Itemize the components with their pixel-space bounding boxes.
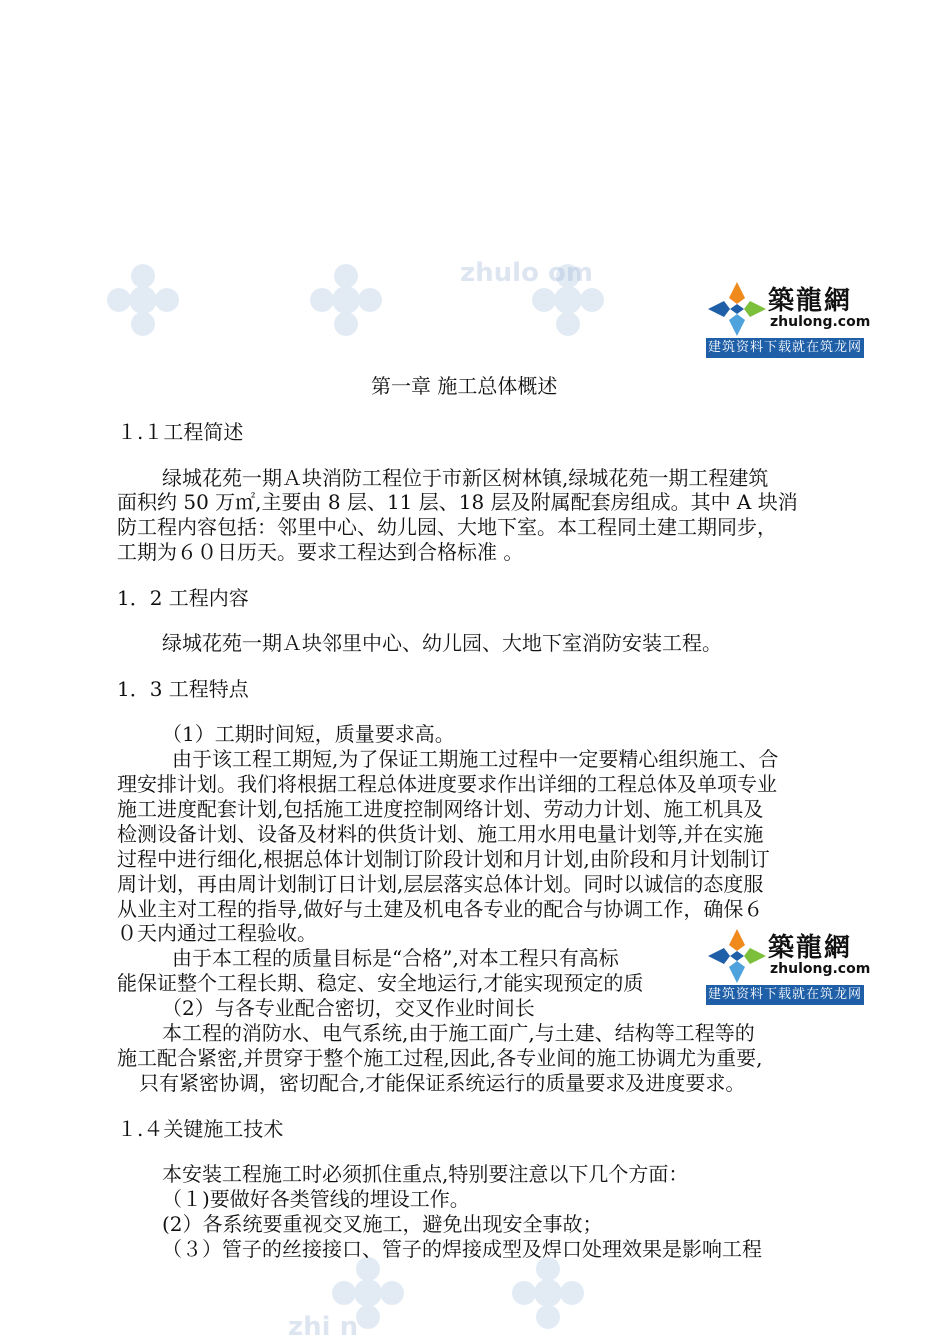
section-1-4-heading: １.４关键施工技术: [117, 1117, 284, 1141]
section-1-3-heading: 1．3 工程特点: [117, 677, 249, 701]
zhulong-logo-mark-icon: [708, 282, 766, 336]
watermark-text-top: zhulo om: [460, 258, 593, 288]
paragraph-line: 面积约 50 万㎡,主要由 8 层、11 层、18 层及附属配套房组成。其中 A 块消: [117, 490, 798, 514]
paragraph-line: 绿城花苑一期Ａ块邻里中心、幼儿园、大地下室消防安装工程。: [162, 631, 722, 655]
section-1-2-heading: 1．2 工程内容: [117, 586, 249, 610]
logo-brand-en: zhulong.com: [770, 961, 871, 977]
zhulong-logo-mark-icon: [708, 929, 766, 983]
paragraph-line: 施工配合紧密,并贯穿于整个施工过程,因此,各专业间的施工协调尤为重要,: [117, 1046, 763, 1070]
paragraph-line: （1）工期时间短，质量要求高。: [162, 722, 455, 746]
chapter-title: 第一章 施工总体概述: [371, 374, 558, 398]
paragraph-line: 能保证整个工程长期、稳定、安全地运行,才能实现预定的质: [117, 971, 644, 995]
section-1-1-heading: １.１工程简述: [117, 420, 244, 444]
paragraph-line: 绿城花苑一期Ａ块消防工程位于市新区树林镇,绿城花苑一期工程建筑: [162, 466, 769, 490]
paragraph-line: （３）管子的丝接接口、管子的焊接成型及焊口处理效果是影响工程: [162, 1237, 762, 1261]
paragraph-line: 理安排计划。我们将根据工程总体进度要求作出详细的工程总体及单项专业: [117, 772, 777, 796]
paragraph-line: 由于该工程工期短,为了保证工期施工过程中一定要精心组织施工、合: [172, 747, 779, 771]
paragraph-line: 本安装工程施工时必须抓住重点,特别要注意以下几个方面：: [162, 1162, 689, 1186]
paragraph-line: 工期为６０日历天。要求工程达到合格标准 。: [117, 540, 524, 564]
paragraph-line: 检测设备计划、设备及材料的供货计划、施工用水用电量计划等,并在实施: [117, 822, 764, 846]
logo-brand-cn: 築龍網: [768, 933, 853, 963]
watermark-flower-2: [308, 262, 384, 338]
zhulong-logo-top: [706, 280, 871, 358]
paragraph-line: 防工程内容包括：邻里中心、幼儿园、大地下室。本工程同土建工期同步，: [117, 515, 777, 539]
logo-tagline: 建筑资料下载就在筑龙网: [706, 338, 864, 358]
logo-brand-cn: 築龍網: [768, 286, 853, 316]
watermark-text-bottom: zhi n: [288, 1312, 359, 1342]
logo-tagline: 建筑资料下载就在筑龙网: [706, 985, 864, 1005]
paragraph-line: 由于本工程的质量目标是“合格”,对本工程只有高标: [172, 946, 619, 970]
paragraph-line: 从业主对工程的指导,做好与土建及机电各专业的配合与协调工作，确保６: [117, 897, 764, 921]
zhulong-logo-middle: [706, 927, 871, 1005]
watermark-flower-1: [105, 262, 181, 338]
logo-brand-en: zhulong.com: [770, 314, 871, 330]
watermark-flower-5: [510, 1255, 586, 1331]
paragraph-line: （１)要做好各类管线的埋设工作。: [162, 1187, 470, 1211]
paragraph-line: （2）与各专业配合密切，交叉作业时间长: [162, 996, 535, 1020]
paragraph-line: 本工程的消防水、电气系统,由于施工面广,与土建、结构等工程等的: [162, 1021, 755, 1045]
paragraph-line: (2）各系统要重视交叉施工，避免出现安全事故；: [162, 1212, 603, 1236]
paragraph-line: 施工进度配套计划,包括施工进度控制网络计划、劳动力计划、施工机具及: [117, 797, 764, 821]
paragraph-line: 过程中进行细化,根据总体计划制订阶段计划和月计划,由阶段和月计划制订: [117, 847, 770, 871]
paragraph-line: 只有紧密协调，密切配合,才能保证系统运行的质量要求及进度要求。: [139, 1071, 746, 1095]
paragraph-line: ０天内通过工程验收。: [117, 921, 317, 945]
paragraph-line: 周计划，再由周计划制订日计划,层层落实总体计划。同时以诚信的态度服: [117, 872, 764, 896]
